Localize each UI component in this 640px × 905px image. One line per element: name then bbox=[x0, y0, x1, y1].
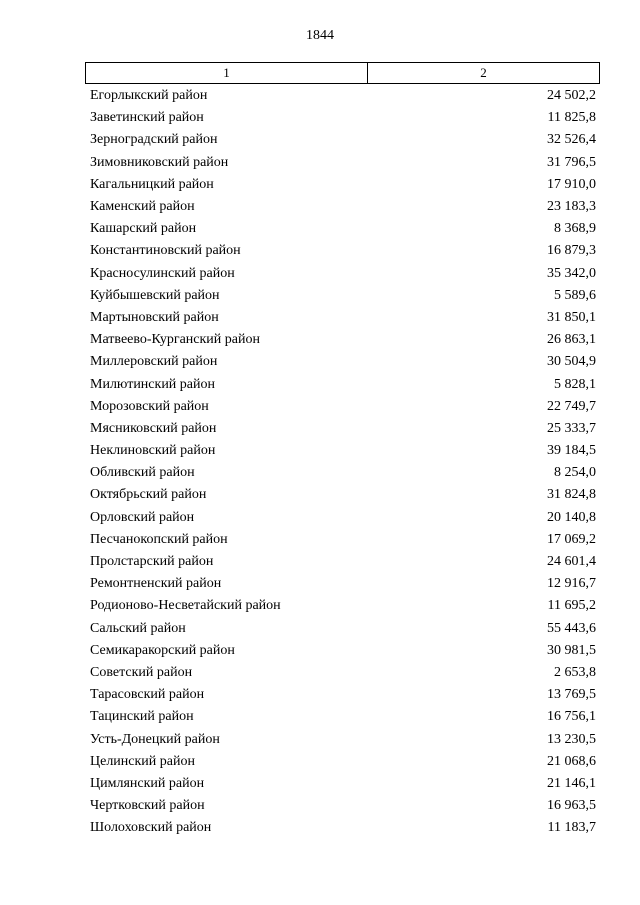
district-value: 16 879,3 bbox=[547, 243, 596, 259]
district-name: Матвеево-Курганский район bbox=[90, 332, 260, 348]
district-value: 31 796,5 bbox=[547, 154, 596, 170]
district-name: Тацинский район bbox=[90, 709, 194, 725]
table-row bbox=[90, 373, 596, 395]
district-value: 20 140,8 bbox=[547, 509, 596, 525]
table-row bbox=[90, 196, 596, 218]
district-value: 21 146,1 bbox=[547, 775, 596, 791]
district-value: 39 184,5 bbox=[547, 443, 596, 459]
district-name: Кагальницкий район bbox=[90, 176, 214, 192]
table-row bbox=[90, 263, 596, 285]
district-value: 35 342,0 bbox=[547, 265, 596, 281]
table-row bbox=[90, 85, 596, 107]
district-value: 17 069,2 bbox=[547, 531, 596, 547]
district-name: Зимовниковский район bbox=[90, 154, 229, 170]
district-value: 23 183,3 bbox=[547, 199, 596, 215]
district-name: Целинский район bbox=[90, 753, 195, 769]
table-row bbox=[90, 662, 596, 684]
table-row bbox=[90, 285, 596, 307]
table-row bbox=[90, 773, 596, 795]
district-name: Шолоховский район bbox=[90, 820, 212, 836]
table-body bbox=[90, 85, 596, 839]
district-value: 8 254,0 bbox=[554, 465, 596, 481]
district-name: Кашарский район bbox=[90, 221, 197, 237]
district-value: 11 825,8 bbox=[547, 110, 596, 126]
district-value: 5 589,6 bbox=[554, 287, 596, 303]
district-value: 24 601,4 bbox=[547, 554, 596, 570]
page-number: 1844 bbox=[306, 28, 334, 43]
table-row bbox=[90, 484, 596, 506]
district-name: Красносулинский район bbox=[90, 265, 235, 281]
district-name: Обливский район bbox=[90, 465, 195, 481]
table-row bbox=[90, 152, 596, 174]
table-row bbox=[90, 174, 596, 196]
table-row bbox=[90, 396, 596, 418]
district-name: Цимлянский район bbox=[90, 775, 205, 791]
district-value: 31 824,8 bbox=[547, 487, 596, 503]
district-name: Сальский район bbox=[90, 620, 186, 636]
table-row bbox=[90, 107, 596, 129]
table-header bbox=[85, 62, 600, 84]
district-value: 26 863,1 bbox=[547, 332, 596, 348]
district-name: Усть-Донецкий район bbox=[90, 731, 220, 747]
district-value: 11 695,2 bbox=[547, 598, 596, 614]
district-name: Каменский район bbox=[90, 199, 195, 215]
table-row bbox=[90, 618, 596, 640]
district-value: 30 981,5 bbox=[547, 642, 596, 658]
district-name: Советский район bbox=[90, 664, 193, 680]
table-row bbox=[90, 218, 596, 240]
table-row bbox=[90, 129, 596, 151]
district-value: 13 230,5 bbox=[547, 731, 596, 747]
district-value: 17 910,0 bbox=[547, 176, 596, 192]
district-name: Песчанокопский район bbox=[90, 531, 228, 547]
district-name: Заветинский район bbox=[90, 110, 204, 126]
district-name: Чертковский район bbox=[90, 798, 205, 814]
district-value: 25 333,7 bbox=[547, 420, 596, 436]
column-header-1: 1 bbox=[86, 63, 368, 83]
district-value: 2 653,8 bbox=[554, 664, 596, 680]
district-name: Ремонтненский район bbox=[90, 576, 222, 592]
district-name: Миллеровский район bbox=[90, 354, 218, 370]
district-value: 16 756,1 bbox=[547, 709, 596, 725]
district-value: 11 183,7 bbox=[547, 820, 596, 836]
district-value: 8 368,9 bbox=[554, 221, 596, 237]
district-value: 21 068,6 bbox=[547, 753, 596, 769]
table-row bbox=[90, 440, 596, 462]
district-name: Мартыновский район bbox=[90, 309, 219, 325]
district-name: Пролстарский район bbox=[90, 554, 214, 570]
district-value: 22 749,7 bbox=[547, 398, 596, 414]
table-row bbox=[90, 307, 596, 329]
district-value: 12 916,7 bbox=[547, 576, 596, 592]
district-name: Неклиновский район bbox=[90, 443, 216, 459]
table-row bbox=[90, 573, 596, 595]
district-name: Милютинский район bbox=[90, 376, 216, 392]
district-name: Родионово-Несветайский район bbox=[90, 598, 281, 614]
table-row bbox=[90, 706, 596, 728]
district-value: 55 443,6 bbox=[547, 620, 596, 636]
district-value: 32 526,4 bbox=[547, 132, 596, 148]
district-value: 24 502,2 bbox=[547, 88, 596, 104]
district-name: Октябрьский район bbox=[90, 487, 207, 503]
district-name: Егорлыкский район bbox=[90, 88, 208, 104]
table-row bbox=[90, 351, 596, 373]
table-row bbox=[90, 462, 596, 484]
district-value: 16 963,5 bbox=[547, 798, 596, 814]
table-row bbox=[90, 640, 596, 662]
table-row bbox=[90, 529, 596, 551]
district-name: Мясниковский район bbox=[90, 420, 217, 436]
district-name: Куйбышевский район bbox=[90, 287, 220, 303]
district-name: Семикаракорский район bbox=[90, 642, 235, 658]
district-value: 31 850,1 bbox=[547, 309, 596, 325]
table-row bbox=[90, 595, 596, 617]
table-row bbox=[90, 240, 596, 262]
district-value: 30 504,9 bbox=[547, 354, 596, 370]
table-row bbox=[90, 418, 596, 440]
table-row bbox=[90, 551, 596, 573]
column-header-2: 2 bbox=[480, 65, 487, 80]
table-row bbox=[90, 795, 596, 817]
table-row bbox=[90, 329, 596, 351]
table-row bbox=[90, 751, 596, 773]
table-row bbox=[90, 684, 596, 706]
district-name: Морозовский район bbox=[90, 398, 209, 414]
district-name: Орловский район bbox=[90, 509, 195, 525]
district-name: Зерноградский район bbox=[90, 132, 218, 148]
table-row bbox=[90, 507, 596, 529]
district-value: 13 769,5 bbox=[547, 687, 596, 703]
table-row bbox=[90, 817, 596, 839]
district-name: Константиновский район bbox=[90, 243, 241, 259]
district-value: 5 828,1 bbox=[554, 376, 596, 392]
district-name: Тарасовский район bbox=[90, 687, 205, 703]
table-row bbox=[90, 728, 596, 750]
